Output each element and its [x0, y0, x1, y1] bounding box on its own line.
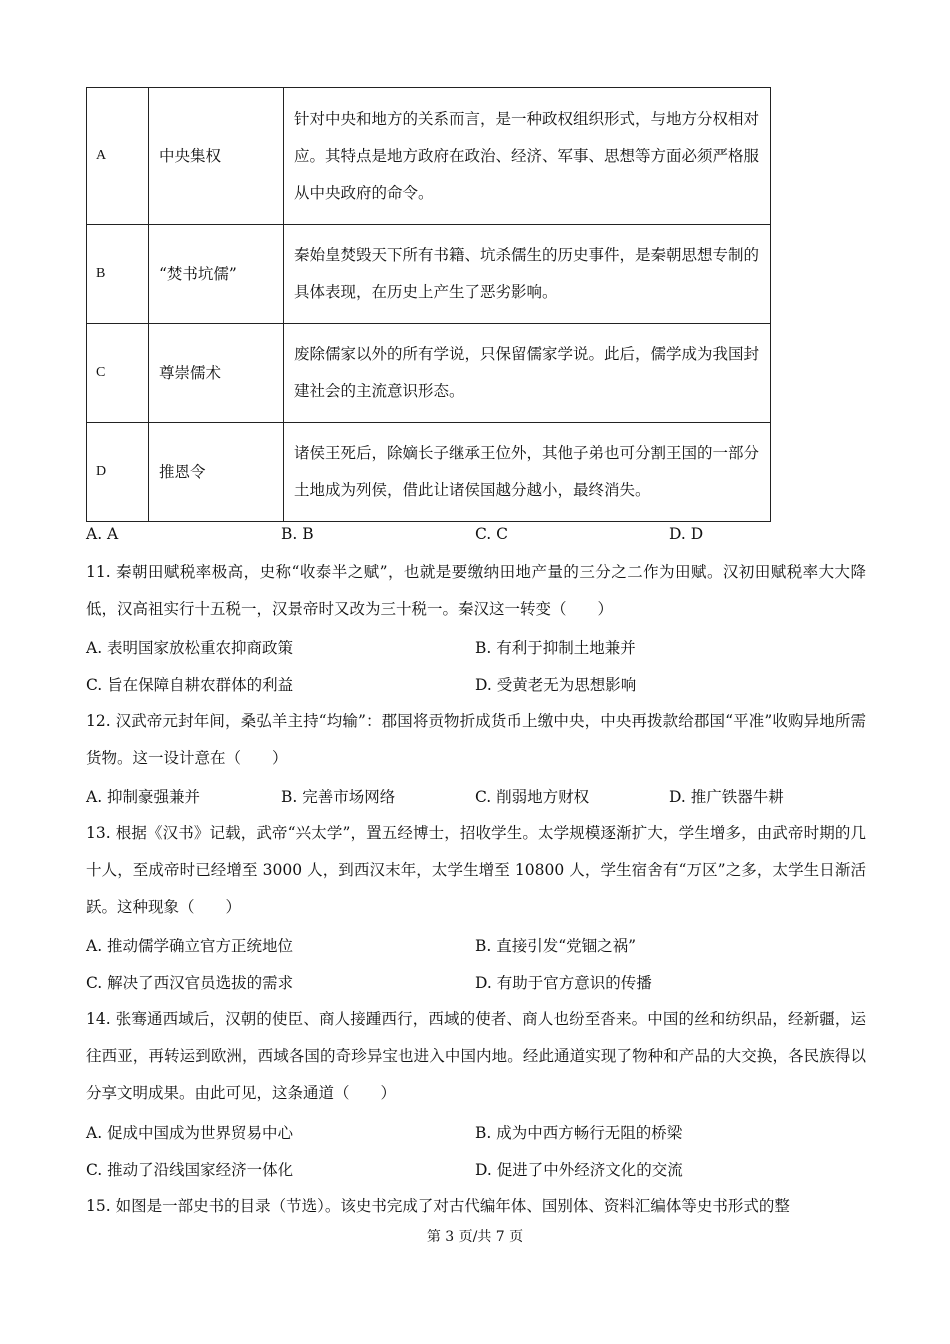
- option-b[interactable]: B. 成为中西方畅行无阻的桥梁: [475, 1124, 683, 1142]
- row-term: “焚书坑儒”: [149, 225, 284, 324]
- option-a[interactable]: A. 表明国家放松重农抑商政策: [86, 639, 294, 657]
- option-d[interactable]: D. 受黄老无为思想影响: [475, 676, 637, 694]
- option-a[interactable]: A. 推动儒学确立官方正统地位: [86, 937, 294, 955]
- question-stem: 11. 秦朝田赋税率极高，史称“收泰半之赋”，也就是要缴纳田地产量的三分之二作为田赋。汉初田赋税率大大降低，汉高祖实行十五税一，汉景帝时又改为三十税一。秦汉这一转变（ ）: [86, 563, 866, 618]
- options-table: [86, 87, 771, 522]
- row-term: 尊崇儒术: [149, 324, 284, 423]
- q12-options: [86, 785, 866, 809]
- option-c[interactable]: C. C: [475, 525, 509, 543]
- question-12: [86, 703, 866, 777]
- q10-options: [86, 525, 866, 549]
- row-description: 诸侯王死后，除嫡长子继承王位外，其他子弟也可分割王国的一部分土地成为列侯，借此让诸侯国越分越小，最终消失。: [284, 423, 771, 522]
- row-letter: A: [87, 88, 149, 225]
- option-b[interactable]: B. 有利于抑制土地兼并: [475, 639, 636, 657]
- option-b[interactable]: B. 直接引发“党锢之祸”: [475, 937, 637, 955]
- q14-options-row1: [86, 1121, 866, 1145]
- option-b[interactable]: B. B: [281, 525, 314, 543]
- option-a[interactable]: A. 抑制豪强兼并: [86, 788, 201, 806]
- option-d[interactable]: D. D: [669, 525, 704, 543]
- option-d[interactable]: D. 促进了中外经济文化的交流: [475, 1161, 683, 1179]
- table-row: [87, 88, 771, 225]
- option-b[interactable]: B. 完善市场网络: [281, 788, 396, 806]
- option-c[interactable]: C. 削弱地方财权: [475, 788, 590, 806]
- row-description: 针对中央和地方的关系而言，是一种政权组织形式，与地方分权相对应。其特点是地方政府在政治、经济、军事、思想等方面必须严格服从中央政府的命令。: [284, 88, 771, 225]
- row-letter: D: [87, 423, 149, 522]
- option-d[interactable]: D. 有助于官方意识的传播: [475, 974, 652, 992]
- q14-options-row2: [86, 1158, 866, 1182]
- option-a[interactable]: A. A: [86, 525, 119, 543]
- q11-options-row1: [86, 636, 866, 660]
- question-11: [86, 554, 866, 628]
- option-a[interactable]: A. 促成中国成为世界贸易中心: [86, 1124, 294, 1142]
- option-c[interactable]: C. 解决了西汉官员选拔的需求: [86, 974, 294, 992]
- table-row: [87, 225, 771, 324]
- q13-options-row1: [86, 934, 866, 958]
- row-description: 废除儒家以外的所有学说，只保留儒家学说。此后，儒学成为我国封建社会的主流意识形态。: [284, 324, 771, 423]
- question-stem: 14. 张骞通西域后，汉朝的使臣、商人接踵西行，西域的使者、商人也纷至沓来。中国的丝和纺织品，经新疆，运往西亚，再转运到欧洲，西域各国的奇珍异宝也进入中国内地。经此通道实现了物种和产品的大交换，各民族得以分享文明成果。由此可见，这条通道（ ）: [86, 1010, 866, 1102]
- option-c[interactable]: C. 推动了沿线国家经济一体化: [86, 1161, 294, 1179]
- question-15: [86, 1188, 866, 1218]
- table-row: [87, 423, 771, 522]
- row-term: 推恩令: [149, 423, 284, 522]
- question-14: [86, 1001, 866, 1112]
- page-footer: 第 3 页/共 7 页: [426, 1229, 524, 1245]
- question-stem: 15. 如图是一部史书的目录（节选）。该史书完成了对古代编年体、国别体、资料汇编体等史书形式的整: [86, 1197, 790, 1215]
- option-c[interactable]: C. 旨在保障自耕农群体的利益: [86, 676, 294, 694]
- question-stem: 12. 汉武帝元封年间，桑弘羊主持“均输”：郡国将贡物折成货币上缴中央，中央再拨款给郡国“平准”收购异地所需货物。这一设计意在（ ）: [86, 712, 866, 767]
- row-term: 中央集权: [149, 88, 284, 225]
- row-description: 秦始皇焚毁天下所有书籍、坑杀儒生的历史事件，是秦朝思想专制的具体表现，在历史上产生了恶劣影响。: [284, 225, 771, 324]
- option-d[interactable]: D. 推广铁器牛耕: [669, 788, 784, 806]
- table-row: [87, 324, 771, 423]
- row-letter: C: [87, 324, 149, 423]
- q13-options-row2: [86, 971, 866, 995]
- q11-options-row2: [86, 673, 866, 697]
- question-13: [86, 815, 866, 926]
- row-letter: B: [87, 225, 149, 324]
- question-stem: 13. 根据《汉书》记载，武帝“兴太学”，置五经博士，招收学生。太学规模逐渐扩大，学生增多，由武帝时期的几十人，至成帝时已经增至 3000 人，到西汉末年，太学生增至 10800 人，学生宿舍有“万区”之多，太学生日渐活跃。这种现象（ ）: [86, 824, 866, 916]
